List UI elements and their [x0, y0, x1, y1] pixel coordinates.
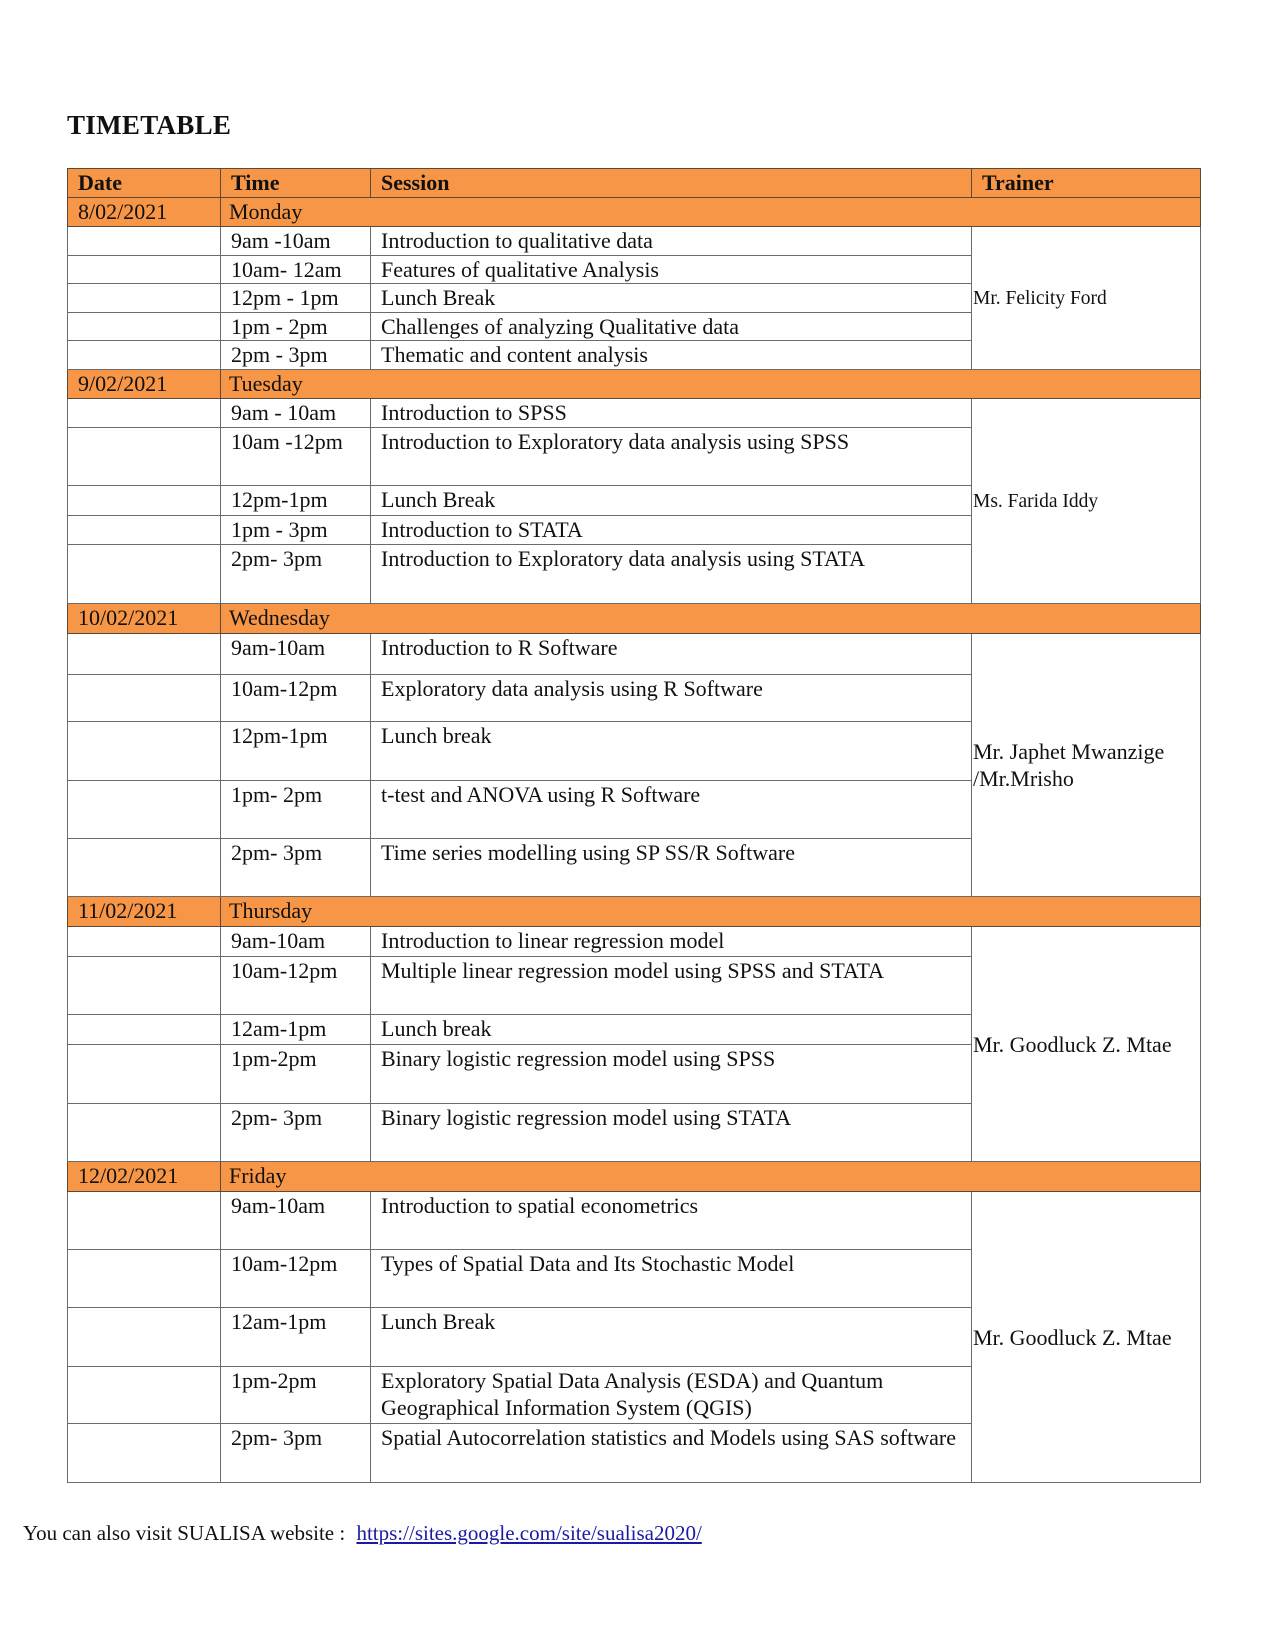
time-cell: 12pm-1pm: [221, 722, 371, 781]
time-cell: 10am-12pm: [221, 1250, 371, 1308]
date-cell: [68, 1104, 221, 1162]
session-cell: Introduction to Exploratory data analysis using SPSS: [371, 428, 972, 486]
session-cell: Lunch break: [371, 1015, 972, 1045]
session-row: [68, 927, 1201, 957]
session-cell: Introduction to R Software: [371, 634, 972, 675]
day-row: [68, 604, 1201, 634]
header-row: [68, 169, 1201, 198]
footer-note: [23, 1521, 702, 1546]
session-cell: t-test and ANOVA using R Software: [371, 781, 972, 839]
time-cell: 1pm-2pm: [221, 1367, 371, 1424]
date-cell: [68, 1015, 221, 1045]
date-cell: [68, 399, 221, 428]
session-cell: Time series modelling using SP SS/R Software: [371, 839, 972, 897]
day-date: 9/02/2021: [68, 370, 221, 399]
time-cell: 9am - 10am: [221, 399, 371, 428]
session-cell: Introduction to STATA: [371, 516, 972, 545]
time-cell: 10am -12pm: [221, 428, 371, 486]
time-cell: 10am- 12am: [221, 256, 371, 284]
date-cell: [68, 428, 221, 486]
time-cell: 9am-10am: [221, 634, 371, 675]
day-name: Thursday: [221, 897, 1201, 927]
time-cell: 2pm - 3pm: [221, 341, 371, 370]
date-cell: [68, 486, 221, 516]
session-cell: Lunch Break: [371, 284, 972, 313]
day-name: Friday: [221, 1162, 1201, 1192]
trainer-cell: Mr. Goodluck Z. Mtae: [972, 927, 1201, 1162]
date-cell: [68, 284, 221, 313]
time-cell: 10am-12pm: [221, 957, 371, 1015]
date-cell: [68, 313, 221, 341]
day-name: Tuesday: [221, 370, 1201, 399]
date-cell: [68, 1308, 221, 1367]
session-cell: Challenges of analyzing Qualitative data: [371, 313, 972, 341]
session-cell: Exploratory data analysis using R Software: [371, 675, 972, 722]
time-cell: 12am-1pm: [221, 1308, 371, 1367]
trainer-cell: Mr. Felicity Ford: [972, 227, 1201, 370]
date-cell: [68, 927, 221, 957]
session-cell: Lunch break: [371, 722, 972, 781]
day-name: Monday: [221, 198, 1201, 227]
column-header-time: Time: [221, 169, 371, 198]
time-cell: 2pm- 3pm: [221, 545, 371, 604]
session-cell: Introduction to linear regression model: [371, 927, 972, 957]
time-cell: 10am-12pm: [221, 675, 371, 722]
time-cell: 2pm- 3pm: [221, 839, 371, 897]
time-cell: 2pm- 3pm: [221, 1104, 371, 1162]
time-cell: 12am-1pm: [221, 1015, 371, 1045]
day-row: [68, 897, 1201, 927]
time-cell: 9am-10am: [221, 1192, 371, 1250]
session-cell: Introduction to Exploratory data analysis using STATA: [371, 545, 972, 604]
session-cell: Spatial Autocorrelation statistics and Models using SAS software: [371, 1424, 972, 1483]
column-header-date: Date: [68, 169, 221, 198]
date-cell: [68, 957, 221, 1015]
date-cell: [68, 516, 221, 545]
footer-text: You can also visit SUALISA website :: [23, 1521, 346, 1545]
session-cell: Types of Spatial Data and Its Stochastic Model: [371, 1250, 972, 1308]
trainer-cell: Ms. Farida Iddy: [972, 399, 1201, 604]
day-date: 11/02/2021: [68, 897, 221, 927]
session-cell: Introduction to spatial econometrics: [371, 1192, 972, 1250]
timetable: [67, 168, 1201, 1483]
session-cell: Multiple linear regression model using SPSS and STATA: [371, 957, 972, 1015]
day-name: Wednesday: [221, 604, 1201, 634]
date-cell: [68, 839, 221, 897]
date-cell: [68, 781, 221, 839]
date-cell: [68, 722, 221, 781]
day-row: [68, 370, 1201, 399]
session-cell: Introduction to qualitative data: [371, 227, 972, 256]
time-cell: 12pm - 1pm: [221, 284, 371, 313]
date-cell: [68, 227, 221, 256]
session-cell: Lunch Break: [371, 1308, 972, 1367]
column-header-trainer: Trainer: [972, 169, 1201, 198]
date-cell: [68, 341, 221, 370]
date-cell: [68, 1424, 221, 1483]
date-cell: [68, 1192, 221, 1250]
date-cell: [68, 545, 221, 604]
day-date: 12/02/2021: [68, 1162, 221, 1192]
time-cell: 9am -10am: [221, 227, 371, 256]
trainer-cell: Mr. Goodluck Z. Mtae: [972, 1192, 1201, 1483]
date-cell: [68, 1250, 221, 1308]
date-cell: [68, 675, 221, 722]
day-date: 8/02/2021: [68, 198, 221, 227]
time-cell: 1pm-2pm: [221, 1045, 371, 1104]
date-cell: [68, 1367, 221, 1424]
day-date: 10/02/2021: [68, 604, 221, 634]
session-row: [68, 634, 1201, 675]
session-cell: Binary logistic regression model using STATA: [371, 1104, 972, 1162]
date-cell: [68, 256, 221, 284]
time-cell: 1pm - 3pm: [221, 516, 371, 545]
date-cell: [68, 1045, 221, 1104]
page-title: TIMETABLE: [67, 110, 232, 140]
time-cell: 1pm - 2pm: [221, 313, 371, 341]
session-row: [68, 399, 1201, 428]
session-cell: Thematic and content analysis: [371, 341, 972, 370]
date-cell: [68, 634, 221, 675]
trainer-cell: Mr. Japhet Mwanzige /Mr.Mrisho: [972, 634, 1201, 897]
time-cell: 1pm- 2pm: [221, 781, 371, 839]
time-cell: 12pm-1pm: [221, 486, 371, 516]
time-cell: 2pm- 3pm: [221, 1424, 371, 1483]
session-cell: Introduction to SPSS: [371, 399, 972, 428]
session-cell: Lunch Break: [371, 486, 972, 516]
session-row: [68, 1192, 1201, 1250]
session-row: [68, 227, 1201, 256]
time-cell: 9am-10am: [221, 927, 371, 957]
session-cell: Binary logistic regression model using SPSS: [371, 1045, 972, 1104]
session-cell: Exploratory Spatial Data Analysis (ESDA) and Quantum Geographical Information System (QGIS): [371, 1367, 972, 1424]
day-row: [68, 1162, 1201, 1192]
column-header-session: Session: [371, 169, 972, 198]
sualisa-website-link[interactable]: https://sites.google.com/site/sualisa2020/: [356, 1521, 702, 1545]
day-row: [68, 198, 1201, 227]
session-cell: Features of qualitative Analysis: [371, 256, 972, 284]
